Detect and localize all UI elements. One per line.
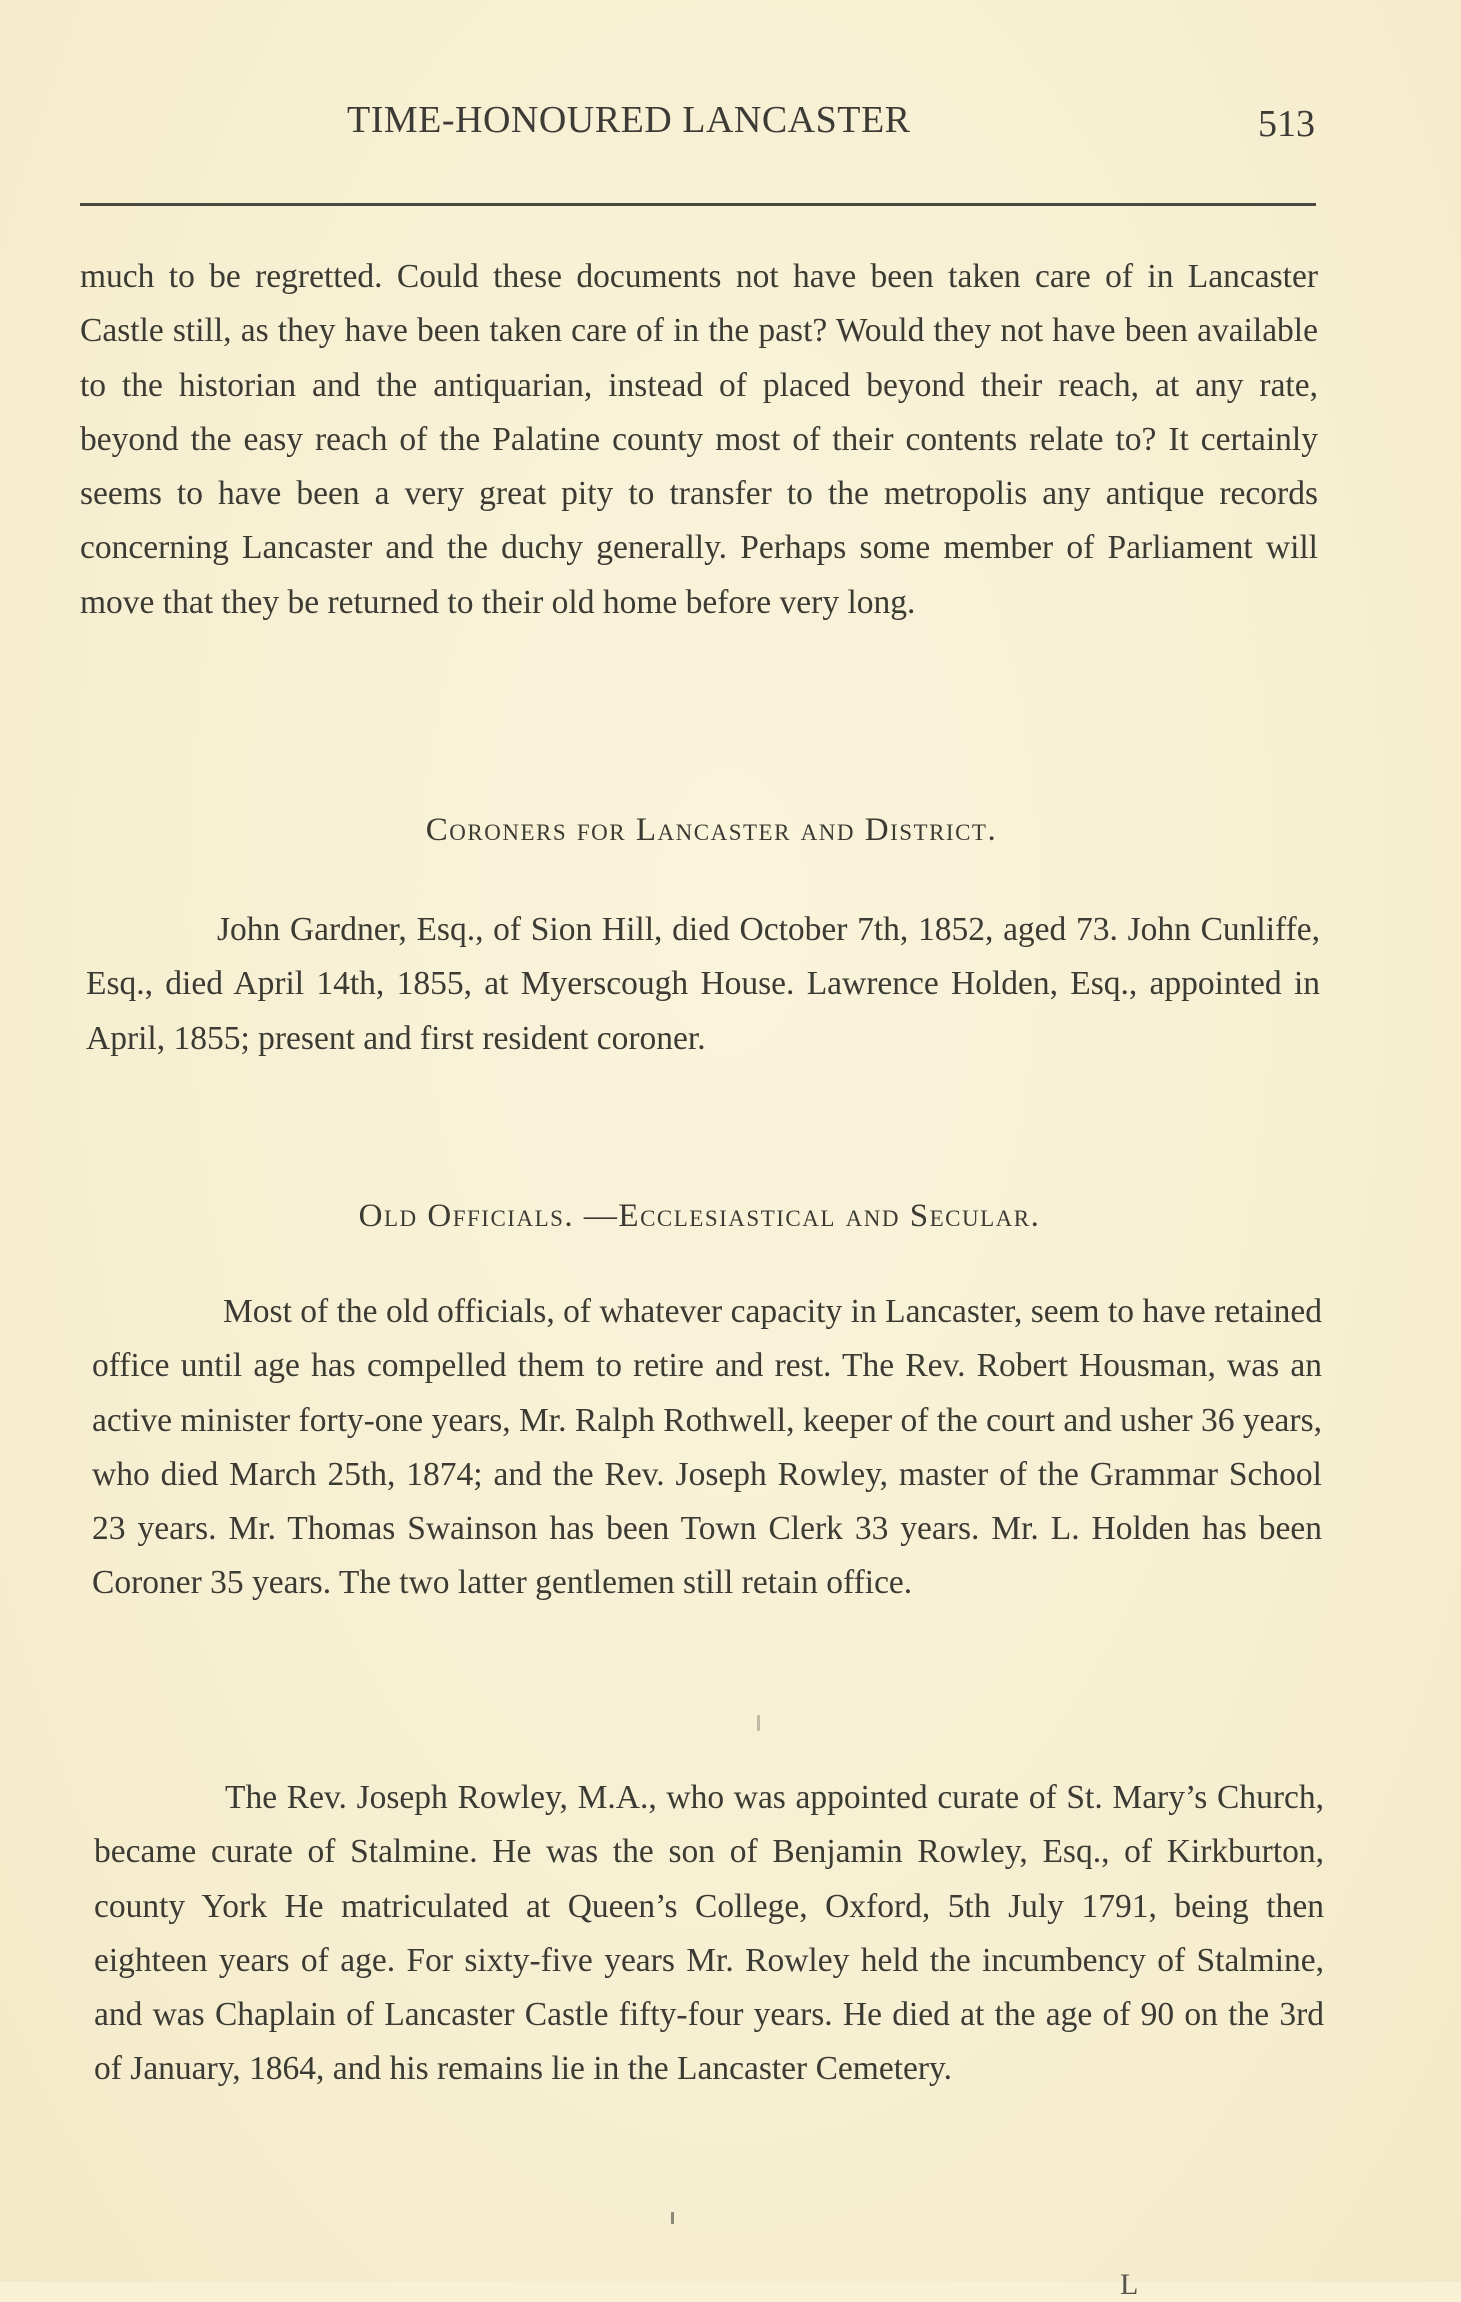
paragraph-officials-text: Most of the old officials, of whatever capacity in Lancaster, seem to have retained office until age has compelled them to retire and rest. The Rev. Robert Housman, was an active minister forty-one years, Mr. Ralph Rothwell, keeper of the court and usher 36 years, who died March 25th, 1874; and the Rev. Joseph Rowley, master of the Grammar School 23 years. Mr. Thomas Swainson has been Town Clerk 33 years. Mr. L. Holden has been Coroner 35 years. The two latter gentlemen still retain office. (92, 1293, 1322, 1602)
signature-mark: L (1120, 2268, 1139, 2301)
paragraph-rowley-text: The Rev. Joseph Rowley, M.A., who was appointed curate of St. Mary’s Church, became curate of Stalmine. He was the son of Benjamin Rowley, Esq., of Kirkburton, county York He matriculated at Queen’s College, Oxford, 5th July 1791, being then eighteen years of age. For sixty-five years Mr. Rowley held the incumbency of Stalmine, and was Chaplain of Lancaster Castle fifty-four years. He died at the age of 90 on the 3rd of January, 1864, and his remains lie in the Lancaster Cemetery. (94, 1779, 1324, 2088)
page-number: 513 (1258, 103, 1315, 145)
paragraph-coroners-text: John Gardner, Esq., of Sion Hill, died October 7th, 1852, aged 73. John Cunliffe, Esq., died April 14th, 1855, at Myerscough House. Lawrence Holden, Esq., appointed in April, 1855; present and first resident coroner. (86, 911, 1320, 1057)
section-heading-coroners (0, 812, 1461, 849)
paragraph-coroners (86, 903, 1320, 1066)
running-head (82, 98, 1315, 148)
header-rule (80, 203, 1316, 206)
paragraph-intro (80, 250, 1318, 630)
running-title: TIME-HONOURED LANCASTER (347, 99, 911, 141)
paragraph-intro-text: much to be regretted. Could these documents not have been taken care of in Lancaster Castle still, as they have been taken care of in the past? Would they not have been available to the historian and the antiquarian, instead of placed beyond their reach, at any rate, beyond the easy reach of the Palatine county most of their contents relate to? It certainly seems to have been a very great pity to transfer to the metropolis any antique records concerning Lancaster and the duchy generally. Perhaps some member of Parliament will move that they be returned to their old home before very long. (80, 258, 1318, 621)
print-speck (757, 1715, 760, 1731)
section-heading-coroners-text: Coroners for Lancaster and District. (425, 812, 998, 848)
paragraph-rowley (94, 1771, 1324, 2097)
print-speck (671, 2212, 674, 2224)
paragraph-officials (92, 1285, 1322, 1611)
section-heading-officials (0, 1198, 1461, 1235)
section-heading-officials-text: Old Officials. —Ecclesiastical and Secular. (358, 1198, 1041, 1234)
